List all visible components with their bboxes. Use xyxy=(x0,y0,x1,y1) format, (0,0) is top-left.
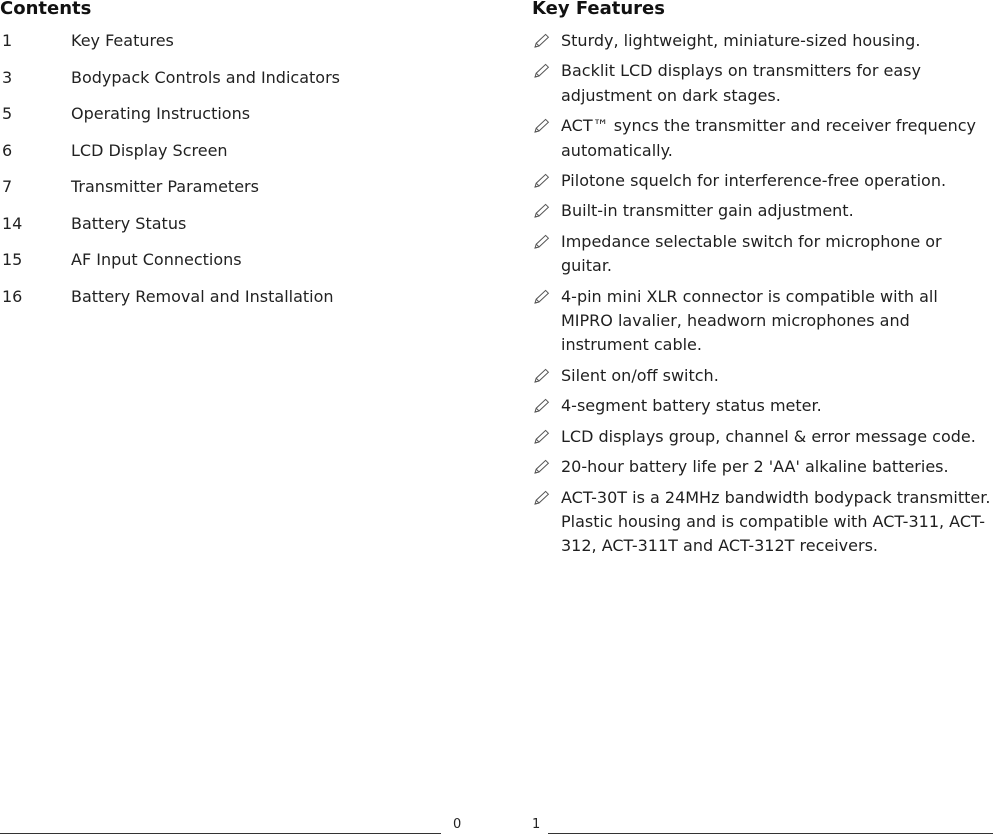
toc-page-number: 16 xyxy=(2,286,23,306)
page-number-right: 1 xyxy=(532,817,541,832)
toc-entry xyxy=(0,248,440,285)
feature-text: Backlit LCD displays on transmitters for easy adjustment on dark stages. xyxy=(561,61,921,105)
feature-text: 4-pin mini XLR connector is compatible with all MIPRO lavalier, headworn microphones and instrument cable. xyxy=(561,286,938,355)
toc-title: Operating Instructions xyxy=(71,104,251,123)
contents-heading: Contents xyxy=(0,0,92,19)
toc-page-number: 7 xyxy=(2,177,13,196)
feature-item xyxy=(532,230,993,279)
toc-title: LCD Display Screen xyxy=(71,140,228,160)
toc-title: Key Features xyxy=(71,31,174,50)
feature-text: LCD displays group, channel & error message code. xyxy=(561,426,976,446)
feature-item xyxy=(532,394,993,418)
toc-title: Transmitter Parameters xyxy=(71,177,259,196)
key-features-list xyxy=(532,29,993,565)
feature-text: Sturdy, lightweight, miniature-sized housing. xyxy=(561,31,921,50)
toc-page-number: 6 xyxy=(2,140,13,160)
feature-item xyxy=(532,425,993,449)
feature-text: Silent on/off switch. xyxy=(561,365,719,385)
feature-text: Impedance selectable switch for microphone or guitar. xyxy=(561,231,942,276)
toc-entry xyxy=(0,102,440,139)
toc-title: Bodypack Controls and Indicators xyxy=(71,67,340,87)
feature-item xyxy=(532,199,993,223)
pencil-icon xyxy=(532,459,550,475)
footer-rule-left xyxy=(0,833,441,834)
contents-page xyxy=(0,0,470,835)
pencil-icon xyxy=(532,368,550,384)
toc-entry xyxy=(0,175,440,212)
feature-item xyxy=(532,285,993,358)
feature-item xyxy=(532,114,993,163)
toc-entry xyxy=(0,285,440,322)
toc-page-number: 1 xyxy=(2,31,13,50)
feature-item xyxy=(532,364,993,388)
pencil-icon xyxy=(532,289,550,305)
toc-entry xyxy=(0,29,440,66)
footer-rule-right xyxy=(548,833,993,834)
pencil-icon xyxy=(532,398,550,414)
toc-page-number: 14 xyxy=(2,213,23,233)
toc-title: Battery Status xyxy=(71,213,187,233)
toc-title: Battery Removal and Installation xyxy=(71,286,334,306)
feature-text: Pilotone squelch for interference-free operation. xyxy=(561,171,947,191)
pencil-icon xyxy=(532,234,550,250)
toc-page-number: 3 xyxy=(2,67,13,87)
feature-item xyxy=(532,29,993,53)
key-features-page xyxy=(532,0,993,835)
feature-item xyxy=(532,486,993,559)
toc-entry xyxy=(0,139,440,176)
toc-title: AF Input Connections xyxy=(71,250,242,269)
table-of-contents xyxy=(0,29,440,321)
page-number-left: 0 xyxy=(453,817,462,832)
pencil-icon xyxy=(532,33,550,49)
feature-item xyxy=(532,59,993,108)
toc-page-number: 15 xyxy=(2,250,23,269)
feature-item xyxy=(532,455,993,479)
pencil-icon xyxy=(532,203,550,219)
pencil-icon xyxy=(532,490,550,506)
feature-text: 4-segment battery status meter. xyxy=(561,396,822,416)
toc-page-number: 5 xyxy=(2,104,13,123)
toc-entry xyxy=(0,66,440,103)
toc-entry xyxy=(0,212,440,249)
feature-item xyxy=(532,169,993,193)
pencil-icon xyxy=(532,173,550,189)
feature-text: 20-hour battery life per 2 'AA' alkaline batteries. xyxy=(561,457,949,477)
feature-text: ACT-30T is a 24MHz bandwidth bodypack transmitter. Plastic housing and is compatible with ACT-311, ACT-312, ACT-311T and ACT-312T receivers. xyxy=(561,487,991,556)
feature-text: ACT™ syncs the transmitter and receiver frequency automatically. xyxy=(561,116,976,160)
feature-text: Built-in transmitter gain adjustment. xyxy=(561,201,854,221)
pencil-icon xyxy=(532,63,550,79)
key-features-heading: Key Features xyxy=(532,0,665,19)
pencil-icon xyxy=(532,118,550,134)
pencil-icon xyxy=(532,429,550,445)
